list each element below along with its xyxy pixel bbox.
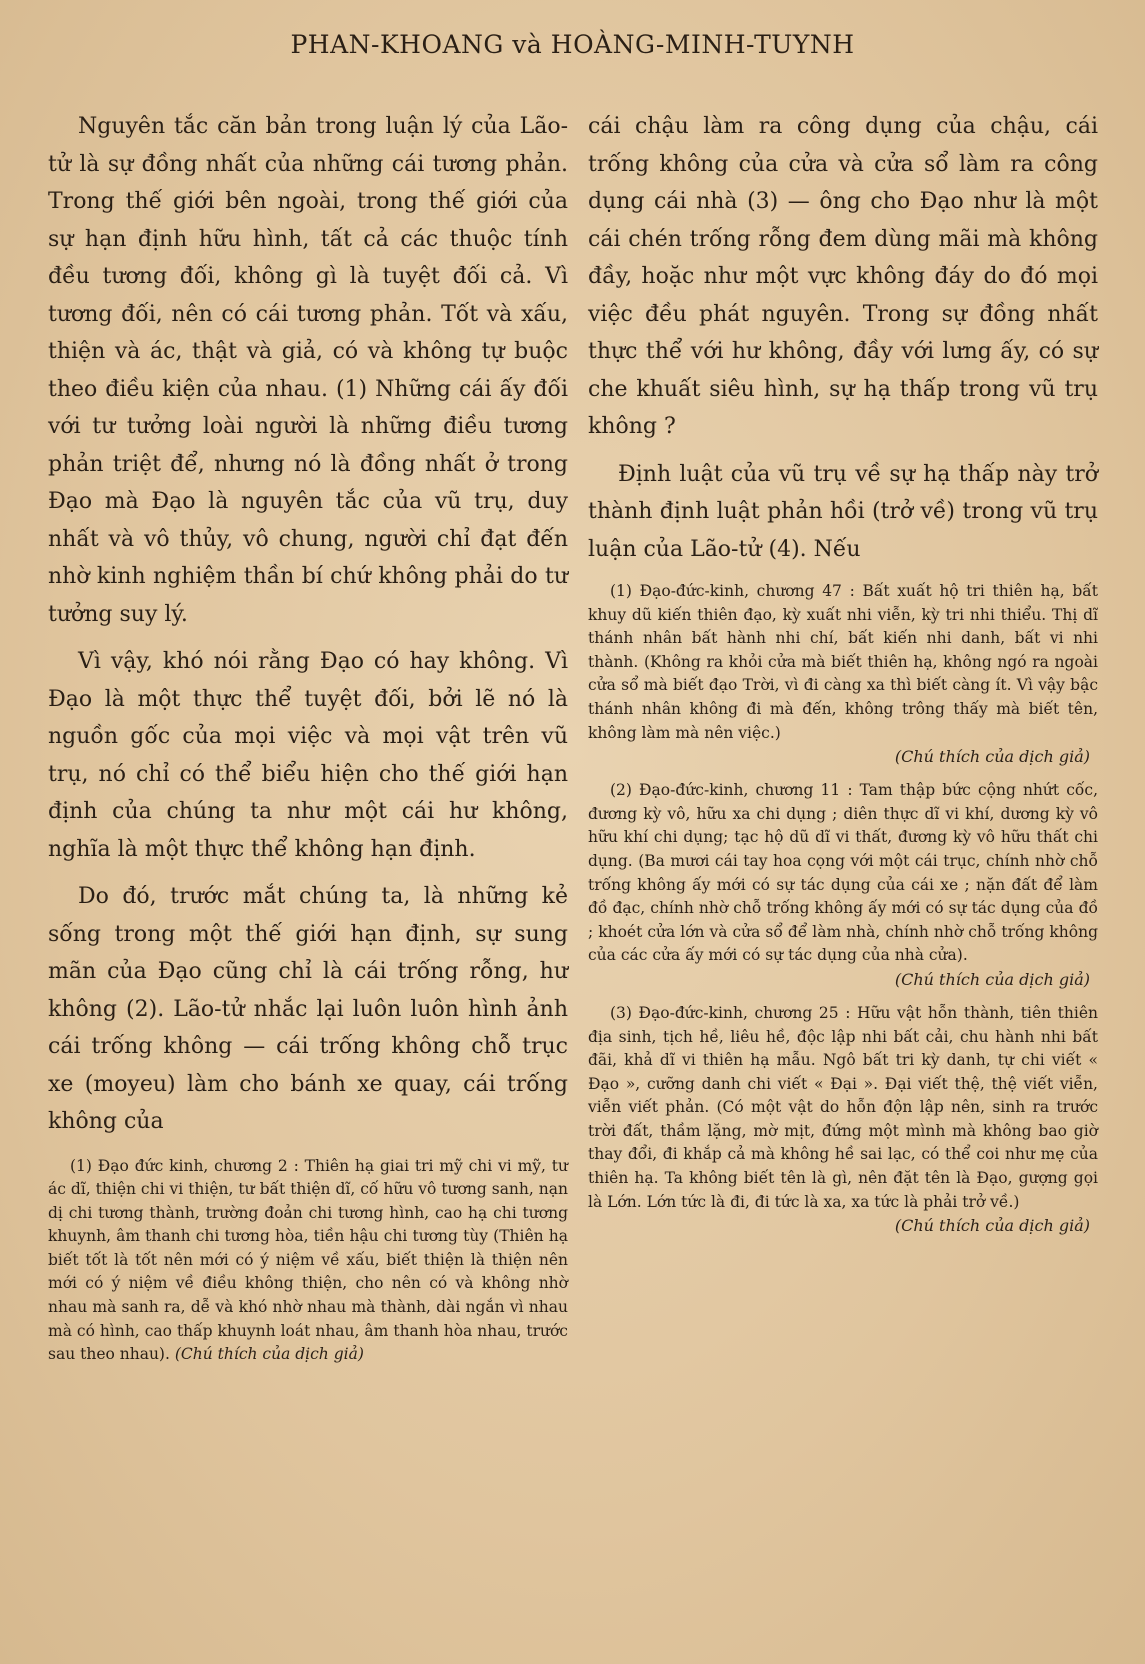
footnote-text: (2) Đạo-đức-kinh, chương 11 : Tam thập bức cộng nhứt cốc, đương kỳ vô, hữu xa chi dụng ; diên thực dĩ vi khí, dương kỳ vô hữu khí chi dụng; tạc hộ dũ dĩ vi thất, đương kỳ vô hữu thất chi dụng. (Ba mươi cái tay hoa cọng với một cái trục, chính nhờ chỗ trống không ấy mới có sự tác dụng của cái xe ; nặn đất để làm đồ đạc, chính nhờ chỗ trống không ấy mới có sự tác dụng của đồ ; khoét cửa lớn và cửa sổ để làm nhà, chính nhờ chỗ trống không của các cửa ấy mới có sự tác dụng của nhà cửa). [588, 781, 1098, 965]
page-header: PHAN-KHOANG và HOÀNG-MINH-TUYNH [290, 30, 855, 59]
footnote-credit: (Chú thích của dịch giả) [894, 1216, 1090, 1236]
left-column [48, 108, 568, 1367]
footnote [588, 779, 1098, 992]
right-column [588, 108, 1098, 1238]
footnote [588, 1002, 1098, 1238]
footnote-credit: (Chú thích của dịch giả) [894, 747, 1090, 767]
footnote [588, 580, 1098, 769]
body-paragraph: Vì vậy, khó nói rằng Đạo có hay không. Vì Đạo là một thực thể tuyệt đối, bởi lẽ nó là nguồn gốc của mọi việc và mọi vật trên vũ trụ, nó chỉ có thể biểu hiện cho thế giới hạn định của chúng ta như một cái hư không, nghĩa là một thực thể không hạn định. [48, 649, 568, 862]
footnote-text: (3) Đạo-đức-kinh, chương 25 : Hữu vật hỗn thành, tiên thiên địa sinh, tịch hề, liêu hề, độc lập nhi bất cải, chu hành nhi bất đãi, khả dĩ vi thiên hạ mẫu. Ngô bất tri kỳ danh, tự chi viết « Đạo », cưỡng danh chi viết « Đại ». Đại viết thệ, thệ viết viễn, viễn viết phản. (Có một vật do hỗn độn lập nên, sinh ra trước trời đất, thầm lặng, mờ mịt, đứng một mình mà không bao giờ thay đổi, đi khắp cả mà không hề sai lạc, có thể coi như mẹ của thiên hạ. Ta không biết tên là gì, nên đặt tên là Đạo, gượng gọi là Lớn. Lớn tức là đi, đi tức là xa, xa tức là phải trở về.) [588, 1003, 1098, 1211]
body-paragraph: Do đó, trước mắt chúng ta, là những kẻ sống trong một thế giới hạn định, sự sung mãn của Đạo cũng chỉ là cái trống rỗng, hư không (2). Lão-tử nhắc lại luôn luôn hình ảnh cái trống không — cái trống không chỗ trục xe (moyeu) làm cho bánh xe quay, cái trống không của [48, 884, 568, 1134]
footnote-text: (1) Đạo-đức-kinh, chương 47 : Bất xuất hộ tri thiên hạ, bất khuy dũ kiến thiên đạo, kỳ xuất nhi viễn, kỳ tri nhi thiểu. Thị dĩ thánh nhân bất hành nhi chí, bất kiến nhi danh, bất vi nhi thành. (Không ra khỏi cửa mà biết thiên hạ, không ngó ra ngoài cửa sổ mà biết đạo Trời, vì đi càng xa thì biết càng ít. Vì vậy bậc thánh nhân không đi mà đến, không trông thấy mà biết tên, không làm mà nên việc.) [588, 582, 1098, 742]
footnote-credit: (Chú thích của dịch giả) [894, 969, 1090, 989]
body-paragraph: Nguyên tắc căn bản trong luận lý của Lão-tử là sự đồng nhất của những cái tương phản. Trong thế giới bên ngoài, trong thế giới của sự hạn định hữu hình, tất cả các thuộc tính đều tương đối, không gì là tuyệt đối cả. Vì tương đối, nên có cái tương phản. Tốt và xấu, thiện và ác, thật và giả, có và không tự buộc theo điều kiện của nhau. (1) Những cái ấy đối với tư tưởng loài người là những điều tương phản triệt để, nhưng nó là đồng nhất ở trong Đạo mà Đạo là nguyên tắc của vũ trụ, duy nhất và vô thủy, vô chung, người chỉ đạt đến nhờ kinh nghiệm thần bí chứ không phải do tư tưởng suy lý. [48, 114, 568, 627]
footnote [48, 1155, 568, 1367]
body-paragraph: Định luật của vũ trụ về sự hạ thấp này trở thành định luật phản hồi (trở về) trong vũ trụ luận của Lão-tử (4). Nếu [588, 461, 1098, 562]
footnote-text: (1) Đạo đức kinh, chương 2 : Thiên hạ giai tri mỹ chi vi mỹ, tư ác dĩ, thiện chi vi thiện, tư bất thiện dĩ, cố hữu vô tương sanh, nạn dị chi tương thành, trường đoản chi tương hình, cao hạ chi tương khuynh, âm thanh chi tương hòa, tiền hậu chi tương tùy (Thiên hạ biết tốt là tốt nên mới có ý niệm về xấu, biết thiện là thiện nên mới có ý niệm về điều không thiện, cho nên có và không nhờ nhau mà sanh ra, dễ và khó nhờ nhau mà thành, dài ngắn vì nhau mà có hình, cao thấp khuynh loát nhau, âm thanh hòa nhau, trước sau theo nhau). [48, 1156, 568, 1364]
footnote-credit: (Chú thích của dịch giả) [174, 1345, 364, 1364]
body-paragraph: cái chậu làm ra công dụng của chậu, cái trống không của cửa và cửa sổ làm ra công dụng cái nhà (3) — ông cho Đạo như là một cái chén trống rỗng đem dùng mãi mà không đầy, hoặc như một vực không đáy do đó mọi việc đều phát nguyên. Trong sự đồng nhất thực thể với hư không, đầy với lưng ấy, có sự che khuất siêu hình, sự hạ thấp trong vũ trụ không ? [588, 114, 1098, 439]
